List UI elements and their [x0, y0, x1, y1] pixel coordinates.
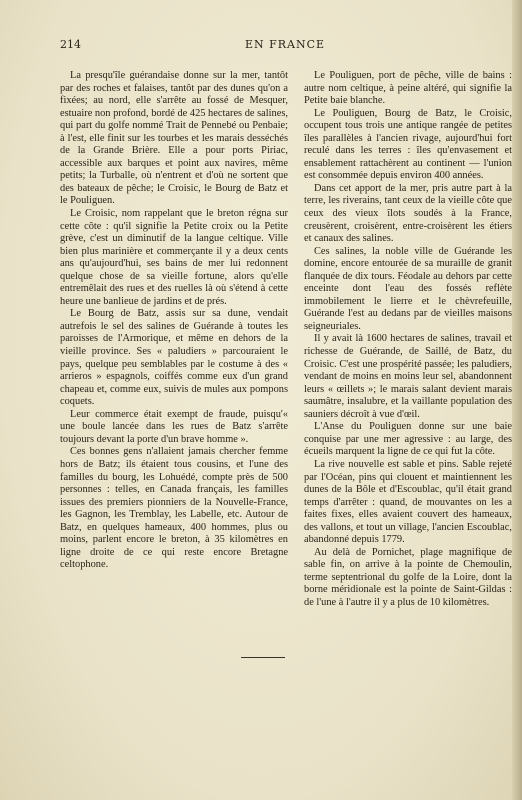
running-title: EN FRANCE: [244, 38, 326, 51]
paragraph: Dans cet apport de la mer, pris autre part à la terre, les riverains, tant ceux de la vieille côte que ceux des vieux îlots soudés à la France, creusèrent, croisèrent, entre-croisèrent les étiers et canaux des salines.: [304, 182, 512, 245]
paragraph: Au delà de Pornichet, plage magnifique de sable fin, on arrive à la pointe de Chemoulin, terme septentrional du golfe de la Loire, dont la borne méridionale est la pointe de Saint-Gildas : de l'une à l'autre il y a plus de 10 kilomètres.: [304, 546, 512, 608]
paragraph: La presqu'île guérandaise donne sur la mer, tantôt par des roches et falaises, tantôt par des dunes qu'on a fixées; au nord, elle s'arrête au fossé de Mesquer, estuaire non profond, bordé de 425 hectares de salines, qui part du golfe nommé Trait de Pennebé ou Penbaie; à l'est, elle finit sur les tourbes et les marais desséchés de la Grande Brière. Elle a pour ports Piriac, accessible aux barques et point aux navires, même petits; la Turballe, où n'entrent et d'où ne sortent que des bateaux de pêche; le Croisic, le Bourg de Batz et le Pouliguen.: [60, 70, 288, 207]
page-header: [60, 38, 510, 52]
page-spine-edge: [512, 0, 522, 800]
left-column: [60, 70, 288, 572]
section-end-rule: [241, 657, 285, 658]
paragraph: Le Pouliguen, port de pêche, ville de bains : autre nom celtique, à peine altéré, qui signifie la Petite baie blanche.: [304, 70, 512, 107]
paragraph: Ces salines, la noble ville de Guérande les domine, encore entourée de sa muraille de granit flanquée de dix tours. Féodale au dehors par cette enceinte dont l'eau des fossés reflète immobilement le lierre et le chèvrefeuille, Guérande l'est au dedans par de vieilles maisons seigneuriales.: [304, 245, 512, 332]
paragraph: La rive nouvelle est sable et pins. Sable rejeté par l'Océan, pins qui clouent et maintiennent les dunes de la Bôle et d'Escoublac, qu'il était grand temps d'arrêter : quand, de mouvantes on les a faites fixes, elles avaient couvert des hameaux, des vallons, et tout un village, l'ancien Escoublac, abandonné depuis 1779.: [304, 458, 512, 546]
right-column: [304, 70, 512, 610]
paragraph: L'Anse du Pouliguen donne sur une baie conquise par une mer agressive : au large, des écueils marquent la ligne de ce qui fut la côte.: [304, 421, 512, 458]
paragraph: Le Bourg de Batz, assis sur sa dune, vendait autrefois le sel des salines de Guérande à toutes les paroisses de l'Armorique, et même en dehors de la vieille province. Ses « paludiers » parcouraient le pays, quelque peu semblables par le costume à des « arrieros » espagnols, coiffés comme eux d'un grand chapeau et, comme eux, suivis de mules aux pompons coquets.: [60, 308, 288, 408]
page-number: 214: [60, 38, 81, 51]
paragraph: Le Pouliguen, Bourg de Batz, le Croisic, occupent tous trois une antique rangée de petites îles parallèles à l'ancien rivage, aujourd'hui fort reculé dans les terres : îles qu'envasement et ensablement rattachèrent au continent — l'union est consommée depuis environ 400 années.: [304, 107, 512, 182]
paragraph: Il y avait là 1600 hectares de salines, travail et richesse de Guérande, de Saillé, de Batz, du Croisic. C'est une prospérité passée; les paludiers, vendant de moins en moins leur sel, abandonnent leurs « œillets »; le marais salant devient marais saumâtre, insalubre, et la vaillante population des sauniers décroît à vue d'œil.: [304, 333, 512, 420]
paragraph: Le Croisic, nom rappelant que le breton régna sur cette côte : qu'il signifie la Petite croix ou la Petite grève, c'est un diminutif de la langue celtique. Ville bien plus marinière et commerçante il y a deux cents ans qu'aujourd'hui, ses bains de mer lui redonnent quelque chose de sa vieille fortune, alors qu'elle entremêlait des rues et des ruelles là où s'étend à cette heure une banlieue de jardins et de prés.: [60, 208, 288, 307]
paragraph: Leur commerce était exempt de fraude, puisqu'« une boule lancée dans les rues de Batz s'arrête toujours devant la porte d'un brave homme ».: [60, 408, 288, 445]
paragraph: Ces bonnes gens n'allaient jamais chercher femme hors de Batz; ils étaient tous cousins, et l'une des familles du bourg, les Lohuédé, compte près de 500 personnes : telles, en Canada français, les familles issues des premiers pionniers de la Nouvelle-France, les Gagnon, les Tremblay, les Labelle, etc. Autour de Batz, en quelques hameaux, 400 hommes, plus ou moins, parlent encore le breton, à 35 kilomètres en ligne droite de ce qui reste encore Bretagne celtophone.: [60, 446, 288, 571]
